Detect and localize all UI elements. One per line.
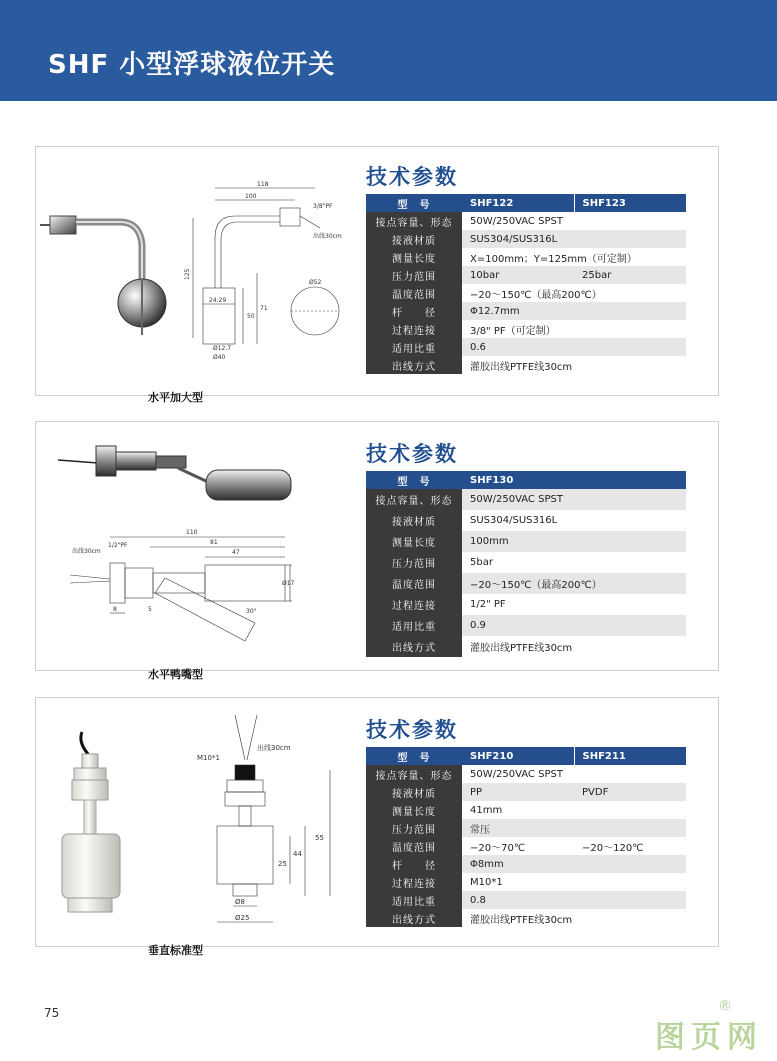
dimension-drawing-shf122 [185, 178, 355, 363]
table-row [366, 356, 686, 374]
tech-params-title-1: 技术参数 [366, 165, 458, 189]
table-cell: Φ12.7mm [462, 302, 686, 320]
table-cell: 压力范围 [366, 266, 462, 284]
table-cell: 5bar [470, 557, 493, 568]
dim-m10: M10*1 [197, 754, 220, 762]
table-cell: 常压 [462, 819, 686, 837]
dim-cable-3: 出线30cm [257, 744, 291, 752]
table-row [366, 489, 686, 510]
table-cell: 杆 径 [366, 302, 462, 320]
table-cell: 温度范围 [366, 837, 462, 855]
dim-25: 25 [278, 860, 287, 868]
table-cell: 适用比重 [366, 338, 462, 356]
tech-params-title-3: 技术参数 [366, 718, 458, 742]
table-cell: 0.6 [462, 338, 686, 356]
tech-params-title-2: 技术参数 [366, 442, 458, 466]
dim-8: 8 [113, 606, 117, 613]
table-cell: 适用比重 [366, 891, 462, 909]
table-row [366, 266, 686, 284]
table-cell: 型 号 [366, 747, 462, 765]
table-row [366, 248, 686, 266]
table-row [366, 891, 686, 909]
registered-mark: ® [718, 998, 732, 1014]
table-cell: 50W/250VAC SPST [462, 489, 686, 510]
watermark-logo: 图页网 [655, 1020, 763, 1055]
dim-110: 110 [186, 529, 198, 536]
spec-table-3 [366, 747, 686, 927]
table-row [366, 284, 686, 302]
dim-d8: Ø8 [235, 898, 245, 906]
dim-5: 5 [148, 606, 152, 613]
table-cell: 测量长度 [366, 531, 462, 552]
table-cell: 3/8" PF（可定制） [470, 325, 556, 337]
product-photo-vertical-standard [58, 732, 133, 922]
table-cell: 出线方式 [366, 356, 462, 374]
caption-horizontal-large: 水平加大型 [148, 391, 203, 404]
table-row [366, 552, 686, 573]
table-cell: 0.9 [462, 615, 686, 636]
table-cell: 50W/250VAC SPST [470, 215, 563, 227]
table-row [366, 212, 686, 230]
table-cell: 过程连接 [366, 594, 462, 615]
table-cell: PP [462, 783, 574, 801]
table-header-row [366, 194, 686, 212]
product-photo-horizontal-large [40, 200, 180, 350]
table-cell: M10*1 [470, 876, 503, 888]
dim-d25: Ø25 [235, 914, 250, 922]
dim-55: 55 [315, 834, 324, 842]
table-cell: SHF210 [462, 747, 574, 765]
table-cell: 50W/250VAC SPST [470, 768, 563, 780]
table-row [366, 783, 686, 801]
table-cell: −20～150℃（最高200℃） [462, 573, 686, 594]
table-cell: 1/2" PF [470, 599, 506, 610]
dim-cable: 出线30cm [313, 233, 342, 240]
table-cell: 过程连接 [366, 320, 462, 338]
dim-angle: 30° [246, 608, 257, 615]
table-cell: 接点容量、形态 [366, 212, 462, 230]
table-cell: 温度范围 [366, 284, 462, 302]
table-row [366, 531, 686, 552]
spec-table-1 [366, 194, 686, 374]
dim-17: Ø17 [282, 580, 295, 587]
caption-horizontal-duckbill: 水平鸭嘴型 [148, 668, 203, 681]
table-row [366, 765, 686, 783]
table-cell: 接液材质 [366, 783, 462, 801]
table-cell: SUS304/SUS316L [470, 515, 558, 526]
table-cell: −20～150℃（最高200℃） [470, 289, 602, 301]
table-cell: 接液材质 [366, 510, 462, 531]
table-row [366, 801, 686, 819]
table-cell: 过程连接 [366, 873, 462, 891]
table-cell: 杆 径 [366, 855, 462, 873]
table-cell: PVDF [574, 783, 686, 801]
page-title: SHF 小型浮球液位开关 [48, 50, 336, 80]
table-cell: 接点容量、形态 [366, 489, 462, 510]
table-cell: 灌胶出线PTFE线30cm [470, 361, 573, 373]
table-row [366, 837, 686, 855]
table-cell: 接点容量、形态 [366, 765, 462, 783]
page-number: 75 [44, 1006, 60, 1020]
table-cell: 压力范围 [366, 552, 462, 573]
table-row [366, 302, 686, 320]
table-cell: 41mm [470, 804, 503, 816]
table-header-row [366, 471, 686, 489]
dim-40: Ø40 [213, 354, 226, 361]
dim-cable-2: 出线30cm [72, 548, 101, 555]
table-cell: 出线方式 [366, 909, 462, 927]
dim-50: 50 [247, 313, 255, 320]
table-row [366, 615, 686, 636]
table-cell: −20～70℃ [470, 842, 526, 854]
table-row [366, 573, 686, 594]
table-cell: SHF211 [574, 747, 686, 765]
table-cell: 温度范围 [366, 573, 462, 594]
table-cell: 接液材质 [366, 230, 462, 248]
table-row [366, 909, 686, 927]
dim-thread-12: 1/2"PF [108, 542, 128, 549]
table-cell: 25bar [574, 266, 686, 284]
table-cell: SUS304/SUS316L [462, 230, 686, 248]
table-cell: 测量长度 [366, 248, 462, 266]
table-cell: 型 号 [366, 471, 462, 489]
table-cell: 测量长度 [366, 801, 462, 819]
table-row [366, 338, 686, 356]
table-row [366, 510, 686, 531]
table-cell: 0.8 [462, 891, 686, 909]
dim-thread: 3/8"PF [313, 203, 333, 210]
table-cell: −20～120℃ [582, 842, 644, 854]
table-cell: SHF130 [462, 471, 686, 489]
table-cell: SHF123 [574, 194, 686, 212]
table-cell: X=100mm；Y=125mm（可定制） [470, 253, 637, 265]
table-header-row [366, 747, 686, 765]
dim-125: 125 [184, 268, 191, 280]
dim-81: 81 [210, 539, 218, 546]
dimension-drawing-shf210 [195, 710, 345, 935]
spec-table-2 [366, 471, 686, 657]
dim-44: 44 [293, 850, 302, 858]
dim-118: 118 [257, 181, 269, 188]
dim-71: 71 [260, 305, 268, 312]
dim-52: Ø52 [309, 279, 322, 286]
dimension-drawing-shf130 [70, 523, 300, 648]
table-row [366, 230, 686, 248]
table-cell: 100mm [462, 531, 686, 552]
dim-127: Ø12.7 [213, 345, 232, 352]
product-photo-horizontal-duckbill [58, 430, 298, 515]
dim-2429: 24.29 [209, 297, 227, 304]
table-row [366, 594, 686, 615]
table-cell: 灌胶出线PTFE线30cm [470, 914, 573, 926]
caption-vertical-standard: 垂直标准型 [148, 944, 203, 957]
table-row [366, 873, 686, 891]
table-cell: 适用比重 [366, 615, 462, 636]
table-cell: 出线方式 [366, 636, 462, 657]
table-cell: 灌胶出线PTFE线30cm [470, 643, 573, 654]
table-cell: 压力范围 [366, 819, 462, 837]
table-cell: 型 号 [366, 194, 462, 212]
table-cell: SHF122 [462, 194, 574, 212]
table-row [366, 636, 686, 657]
table-cell: Φ8mm [462, 855, 686, 873]
table-row [366, 819, 686, 837]
table-cell: 10bar [462, 266, 574, 284]
dim-100: 100 [245, 193, 257, 200]
dim-47: 47 [232, 549, 240, 556]
table-row [366, 320, 686, 338]
page-header [0, 0, 777, 101]
table-row [366, 855, 686, 873]
